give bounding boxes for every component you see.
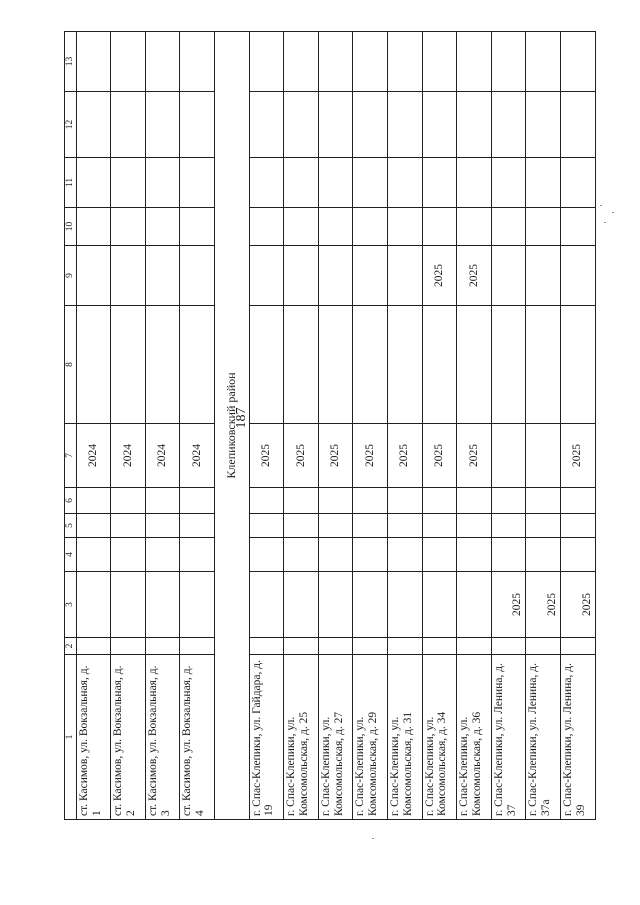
- value-cell-col-3: [353, 572, 388, 638]
- value-cell-col-4: [145, 538, 180, 572]
- value-cell-col-6: [387, 488, 422, 514]
- value-cell-col-10: [457, 208, 492, 246]
- value-cell-col-3: 2025: [491, 572, 526, 638]
- value-cell-col-6: [491, 488, 526, 514]
- value-cell-col-11: [457, 158, 492, 208]
- value-cell-col-10: [145, 208, 180, 246]
- value-cell-col-4: [387, 538, 422, 572]
- value-cell-col-4: [284, 538, 319, 572]
- table-row: [526, 32, 561, 820]
- value-cell-col-7: 2025: [284, 424, 319, 488]
- value-cell-col-13: [145, 32, 180, 92]
- value-cell-col-12: [353, 92, 388, 158]
- value-cell-col-8: [353, 306, 388, 424]
- address-cell: г. Спас-Клепики, ул. Гайдара, д. 19: [249, 655, 284, 820]
- rotated-table-frame: [64, 32, 593, 820]
- value-cell-col-13: [422, 32, 457, 92]
- table-row: [457, 32, 492, 820]
- value-cell-col-10: [180, 208, 215, 246]
- column-number: 10: [65, 208, 77, 246]
- column-number: 12: [65, 92, 77, 158]
- value-cell-col-5: [145, 514, 180, 538]
- value-cell-col-5: [353, 514, 388, 538]
- value-cell-col-13: [387, 32, 422, 92]
- value-cell-col-2: [353, 638, 388, 655]
- value-cell-col-5: [387, 514, 422, 538]
- value-cell-col-11: [491, 158, 526, 208]
- value-cell-col-2: [145, 638, 180, 655]
- value-cell-col-7: 2024: [145, 424, 180, 488]
- value-cell-col-11: [76, 158, 111, 208]
- table-row: [422, 32, 457, 820]
- table-row: [111, 32, 146, 820]
- value-cell-col-6: [249, 488, 284, 514]
- value-cell-col-7: 2025: [353, 424, 388, 488]
- table-row: [180, 32, 215, 820]
- value-cell-col-9: [76, 246, 111, 306]
- value-cell-col-5: [318, 514, 353, 538]
- value-cell-col-3: 2025: [526, 572, 561, 638]
- value-cell-col-4: [560, 538, 595, 572]
- value-cell-col-2: [457, 638, 492, 655]
- address-cell: г. Спас-Клепики, ул. Ленина, д. 37: [491, 655, 526, 820]
- value-cell-col-13: [284, 32, 319, 92]
- value-cell-col-2: [318, 638, 353, 655]
- value-cell-col-8: [387, 306, 422, 424]
- value-cell-col-2: [491, 638, 526, 655]
- value-cell-col-2: [76, 638, 111, 655]
- value-cell-col-3: [249, 572, 284, 638]
- district-heading: Клепиковский район: [215, 32, 250, 820]
- value-cell-col-4: [111, 538, 146, 572]
- table-row: [145, 32, 180, 820]
- value-cell-col-11: [249, 158, 284, 208]
- value-cell-col-6: [318, 488, 353, 514]
- address-cell: г. Спас-Клепики, ул. Ленина, д. 39: [560, 655, 595, 820]
- value-cell-col-7: 2025: [387, 424, 422, 488]
- address-cell: ст. Касимов, ул. Вокзальная, д. 2: [111, 655, 146, 820]
- value-cell-col-11: [180, 158, 215, 208]
- value-cell-col-2: [111, 638, 146, 655]
- address-cell: ст. Касимов, ул. Вокзальная, д. 3: [145, 655, 180, 820]
- value-cell-col-2: [387, 638, 422, 655]
- value-cell-col-11: [526, 158, 561, 208]
- value-cell-col-7: [491, 424, 526, 488]
- value-cell-col-3: [387, 572, 422, 638]
- value-cell-col-9: 2025: [422, 246, 457, 306]
- value-cell-col-7: 2025: [457, 424, 492, 488]
- value-cell-col-10: [249, 208, 284, 246]
- value-cell-col-12: [284, 92, 319, 158]
- value-cell-col-8: [318, 306, 353, 424]
- value-cell-col-13: [457, 32, 492, 92]
- value-cell-col-9: [111, 246, 146, 306]
- scan-speck: [612, 212, 614, 213]
- value-cell-col-12: [491, 92, 526, 158]
- value-cell-col-5: [457, 514, 492, 538]
- value-cell-col-10: [111, 208, 146, 246]
- value-cell-col-8: [560, 306, 595, 424]
- value-cell-col-4: [180, 538, 215, 572]
- value-cell-col-9: [560, 246, 595, 306]
- value-cell-col-9: [180, 246, 215, 306]
- scan-speck: [600, 205, 602, 206]
- value-cell-col-2: [560, 638, 595, 655]
- value-cell-col-12: [318, 92, 353, 158]
- value-cell-col-4: [457, 538, 492, 572]
- value-cell-col-2: [526, 638, 561, 655]
- value-cell-col-13: [249, 32, 284, 92]
- value-cell-col-10: [491, 208, 526, 246]
- value-cell-col-10: [387, 208, 422, 246]
- value-cell-col-11: [387, 158, 422, 208]
- schedule-table: [64, 31, 596, 820]
- value-cell-col-3: [318, 572, 353, 638]
- table-row: [560, 32, 595, 820]
- value-cell-col-8: [180, 306, 215, 424]
- value-cell-col-8: [491, 306, 526, 424]
- value-cell-col-4: [353, 538, 388, 572]
- value-cell-col-3: [111, 572, 146, 638]
- value-cell-col-7: 2024: [76, 424, 111, 488]
- value-cell-col-13: [76, 32, 111, 92]
- table-row: [318, 32, 353, 820]
- value-cell-col-6: [284, 488, 319, 514]
- column-number: 9: [65, 246, 77, 306]
- value-cell-col-8: [76, 306, 111, 424]
- value-cell-col-13: [353, 32, 388, 92]
- value-cell-col-12: [180, 92, 215, 158]
- value-cell-col-13: [318, 32, 353, 92]
- column-number: 7: [65, 424, 77, 488]
- value-cell-col-6: [422, 488, 457, 514]
- value-cell-col-12: [76, 92, 111, 158]
- value-cell-col-3: [180, 572, 215, 638]
- value-cell-col-13: [526, 32, 561, 92]
- value-cell-col-9: [249, 246, 284, 306]
- value-cell-col-13: [180, 32, 215, 92]
- table-row: [491, 32, 526, 820]
- value-cell-col-2: [249, 638, 284, 655]
- value-cell-col-6: [457, 488, 492, 514]
- address-cell: г. Спас-Клепики, ул. Комсомольская, д. 34: [422, 655, 457, 820]
- value-cell-col-4: [249, 538, 284, 572]
- value-cell-col-9: [526, 246, 561, 306]
- value-cell-col-12: [422, 92, 457, 158]
- value-cell-col-5: [180, 514, 215, 538]
- table-row: [387, 32, 422, 820]
- value-cell-col-8: [422, 306, 457, 424]
- column-number: 2: [65, 638, 77, 655]
- value-cell-col-12: [560, 92, 595, 158]
- column-number: 8: [65, 306, 77, 424]
- value-cell-col-4: [76, 538, 111, 572]
- value-cell-col-3: [284, 572, 319, 638]
- value-cell-col-12: [526, 92, 561, 158]
- value-cell-col-9: [318, 246, 353, 306]
- value-cell-col-8: [249, 306, 284, 424]
- value-cell-col-5: [422, 514, 457, 538]
- value-cell-col-7: 2025: [249, 424, 284, 488]
- address-cell: г. Спас-Клепики, ул. Комсомольская, д. 25: [284, 655, 319, 820]
- value-cell-col-9: [353, 246, 388, 306]
- table-row: [76, 32, 111, 820]
- address-cell: г. Спас-Клепики, ул. Комсомольская, д. 31: [387, 655, 422, 820]
- scan-speck: [372, 838, 374, 839]
- column-number: 1: [65, 655, 77, 820]
- value-cell-col-7: [526, 424, 561, 488]
- value-cell-col-9: [284, 246, 319, 306]
- value-cell-col-12: [387, 92, 422, 158]
- table-row: [249, 32, 284, 820]
- value-cell-col-9: [145, 246, 180, 306]
- value-cell-col-5: [491, 514, 526, 538]
- page-number: 187: [234, 407, 249, 429]
- value-cell-col-3: [457, 572, 492, 638]
- table-container: [64, 32, 593, 820]
- value-cell-col-6: [111, 488, 146, 514]
- column-number-row: [65, 32, 77, 820]
- table-row: [353, 32, 388, 820]
- value-cell-col-11: [353, 158, 388, 208]
- value-cell-col-6: [180, 488, 215, 514]
- value-cell-col-2: [180, 638, 215, 655]
- value-cell-col-8: [284, 306, 319, 424]
- value-cell-col-12: [457, 92, 492, 158]
- value-cell-col-5: [76, 514, 111, 538]
- value-cell-col-10: [284, 208, 319, 246]
- value-cell-col-10: [422, 208, 457, 246]
- value-cell-col-2: [422, 638, 457, 655]
- value-cell-col-5: [284, 514, 319, 538]
- value-cell-col-7: 2025: [318, 424, 353, 488]
- value-cell-col-3: [422, 572, 457, 638]
- value-cell-col-7: 2025: [560, 424, 595, 488]
- address-cell: г. Спас-Клепики, ул. Комсомольская, д. 36: [457, 655, 492, 820]
- value-cell-col-5: [111, 514, 146, 538]
- value-cell-col-4: [422, 538, 457, 572]
- value-cell-col-4: [491, 538, 526, 572]
- value-cell-col-7: 2024: [111, 424, 146, 488]
- value-cell-col-12: [111, 92, 146, 158]
- district-row: [215, 32, 250, 820]
- value-cell-col-5: [526, 514, 561, 538]
- value-cell-col-11: [111, 158, 146, 208]
- value-cell-col-10: [560, 208, 595, 246]
- value-cell-col-6: [353, 488, 388, 514]
- value-cell-col-4: [318, 538, 353, 572]
- value-cell-col-11: [560, 158, 595, 208]
- value-cell-col-5: [249, 514, 284, 538]
- address-cell: г. Спас-Клепики, ул. Комсомольская, д. 27: [318, 655, 353, 820]
- value-cell-col-13: [560, 32, 595, 92]
- scan-speck: [604, 222, 606, 223]
- value-cell-col-11: [284, 158, 319, 208]
- value-cell-col-9: [387, 246, 422, 306]
- value-cell-col-11: [422, 158, 457, 208]
- value-cell-col-8: [111, 306, 146, 424]
- address-cell: г. Спас-Клепики, ул. Ленина, д. 37а: [526, 655, 561, 820]
- value-cell-col-12: [145, 92, 180, 158]
- value-cell-col-9: 2025: [457, 246, 492, 306]
- table-row: [284, 32, 319, 820]
- value-cell-col-13: [491, 32, 526, 92]
- value-cell-col-10: [76, 208, 111, 246]
- value-cell-col-5: [560, 514, 595, 538]
- value-cell-col-3: 2025: [560, 572, 595, 638]
- column-number: 11: [65, 158, 77, 208]
- column-number: 6: [65, 488, 77, 514]
- value-cell-col-6: [145, 488, 180, 514]
- column-number: 13: [65, 32, 77, 92]
- column-number: 3: [65, 572, 77, 638]
- value-cell-col-8: [145, 306, 180, 424]
- column-number: 4: [65, 538, 77, 572]
- address-cell: ст. Касимов, ул. Вокзальная, д. 1: [76, 655, 111, 820]
- value-cell-col-3: [145, 572, 180, 638]
- value-cell-col-10: [526, 208, 561, 246]
- value-cell-col-2: [284, 638, 319, 655]
- value-cell-col-4: [526, 538, 561, 572]
- value-cell-col-7: 2025: [422, 424, 457, 488]
- value-cell-col-11: [318, 158, 353, 208]
- value-cell-col-8: [526, 306, 561, 424]
- address-cell: ст. Касимов, ул. Вокзальная, д. 4: [180, 655, 215, 820]
- value-cell-col-7: 2024: [180, 424, 215, 488]
- value-cell-col-6: [526, 488, 561, 514]
- value-cell-col-10: [353, 208, 388, 246]
- value-cell-col-6: [560, 488, 595, 514]
- value-cell-col-10: [318, 208, 353, 246]
- column-number: 5: [65, 514, 77, 538]
- value-cell-col-11: [145, 158, 180, 208]
- address-cell: г. Спас-Клепики, ул. Комсомольская, д. 29: [353, 655, 388, 820]
- value-cell-col-12: [249, 92, 284, 158]
- value-cell-col-9: [491, 246, 526, 306]
- value-cell-col-3: [76, 572, 111, 638]
- value-cell-col-6: [76, 488, 111, 514]
- value-cell-col-13: [111, 32, 146, 92]
- value-cell-col-8: [457, 306, 492, 424]
